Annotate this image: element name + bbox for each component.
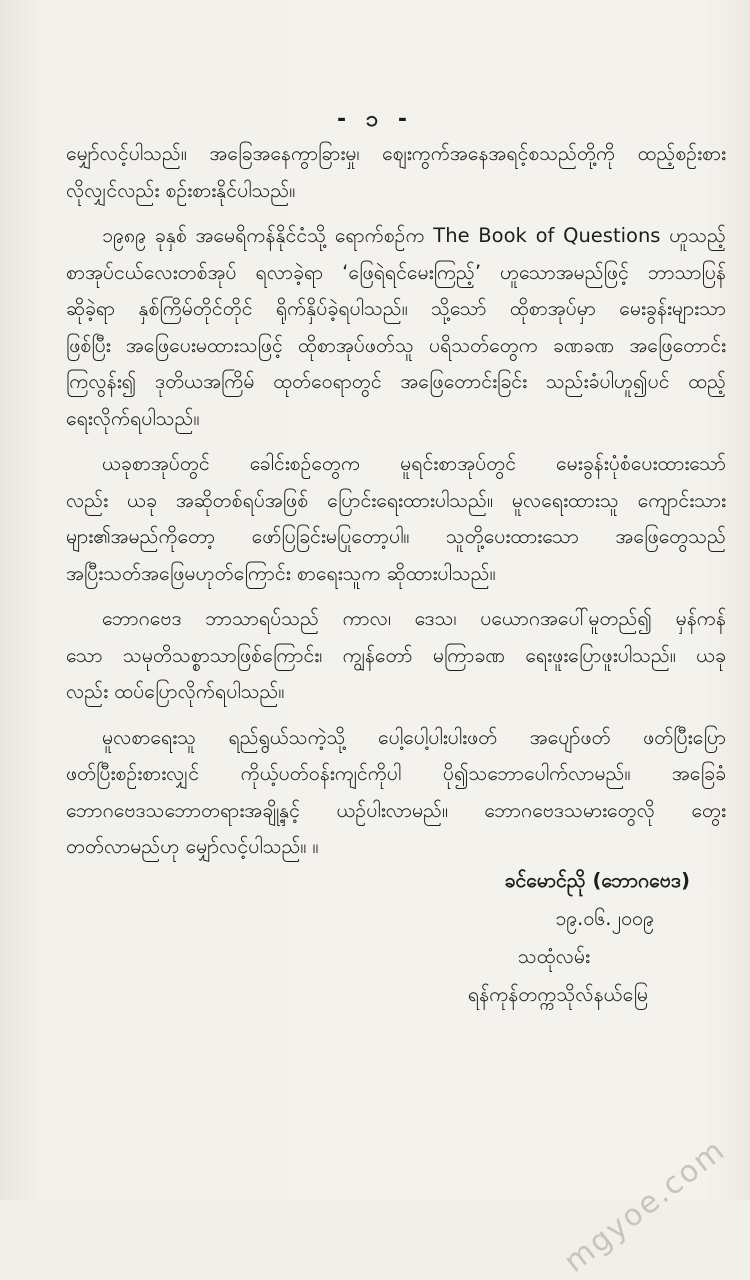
author-name: ခင်မောင်ညို (ဘောဂဗေဒ) — [504, 869, 690, 892]
paragraph — [66, 218, 726, 437]
text-line: ဖတ်ပြီးစဉ်းစားလျှင် ကိုယ့်ပတ်ဝန်းကျင်ကိုပါ ပို၍သဘောပေါက်လာမည်။ အခြေခံ — [66, 762, 726, 785]
text-line: ဘောဂဗေဒသဘောတရားအချို့နှင့် ယဉ်ပါးလာမည်။ ဘောဂဗေဒသမားတွေလို တွေး — [66, 798, 726, 822]
text-line: ၁၉၈၉ ခုနှစ် အမေရိကန်နိုင်ငံသို့ ရောက်စဉ်က The Book of Questions ဟူသည့် — [102, 224, 726, 247]
text-line: ဆိုခဲ့ရာ နှစ်ကြိမ်တိုင်တိုင် ရိုက်နှိပ်ခဲ့ရပါသည်။ သို့သော် ထိုစာအုပ်မှာ မေးခွန်းများသာ — [66, 297, 726, 320]
text-line: တတ်လာမည်ဟု မျှော်လင့်ပါသည်။ ။ — [66, 835, 319, 858]
text-line: စာအုပ်ငယ်လေးတစ်အုပ် ရလာခဲ့ရာ ‘ဖြေရဲရင်မေးကြည့်’ ဟူသောအမည်ဖြင့် ဘာသာပြန် — [66, 260, 726, 284]
text-line: လည်း ထပ်ပြောလိုက်ရပါသည်။ — [66, 680, 285, 703]
paragraph — [66, 446, 726, 592]
text-line: လိုလျှင်လည်း စဉ်းစားနိုင်ပါသည်။ — [66, 178, 296, 202]
page-number: - ၁ - — [337, 107, 413, 132]
text-line: မျှော်လင့်ပါသည်။ အခြေအနေကွာခြားမှု၊ စျေးကွက်အနေအရင့်စသည်တို့ကို ထည့်စဉ်းစား — [66, 142, 726, 165]
body-text — [66, 136, 726, 875]
signature-place-street: သထုံလမ်း — [517, 945, 590, 968]
watermark: mgyoe.com — [557, 1132, 732, 1280]
paragraph — [66, 136, 726, 209]
paragraph — [66, 720, 726, 866]
text-line: များ၏အမည်ကိုတော့ ဖော်ပြခြင်းမပြုတော့ပါ။ သူတို့ပေးထားသော အဖြေတွေသည် — [66, 525, 726, 548]
text-line: အပြီးသတ်အဖြေမဟုတ်ကြောင်း စာရေးသူက ဆိုထားပါသည်။ — [66, 561, 496, 585]
text-line: ဘောဂဗေဒ ဘာသာရပ်သည် ကာလ၊ ဒေသ၊ ပယောဂအပေါ်မူတည်၍ မှန်ကန် — [102, 607, 726, 630]
text-line: ယခုစာအုပ်တွင် ခေါင်းစဉ်တွေက မူရင်းစာအုပ်တွင် မေးခွန်းပုံစံပေးထားသော် — [102, 452, 726, 475]
text-line: ကြလွန်း၍ ဒုတိယအကြိမ် ထုတ်ဝေရာတွင် အဖြေတောင်းခြင်း သည်းခံပါဟူ၍ပင် ထည့် — [66, 370, 726, 393]
text-line: လည်း ယခု အဆိုတစ်ရပ်အဖြစ် ပြောင်းရေးထားပါသည်။ မူလရေးထားသူ ကျောင်းသား — [66, 488, 726, 512]
signature-place-area: ရန်ကုန်တက္ကသိုလ်နယ်မြေ — [467, 983, 648, 1006]
paragraph — [66, 601, 726, 711]
text-line: ရေးလိုက်ရပါသည်။ — [66, 406, 200, 430]
text-line: သော သမုတိသစ္စာသာဖြစ်ကြောင်း၊ ကျွန်တော် မကြာခဏ ရေးဖူးပြောဖူးပါသည်။ ယခု — [66, 643, 726, 667]
text-line: ဖြစ်ပြီး အဖြေပေးမထားသဖြင့် ထိုစာအုပ်ဖတ်သူ ပရိသတ်တွေက ခဏခဏ အဖြေတောင်း — [66, 333, 726, 357]
text-line: မူလစာရေးသူ ရည်ရွယ်သကဲ့သို့ ပေါ့ပေါ့ပါးပါးဖတ် အပျော်ဖတ် ဖတ်ပြီးပြော — [102, 725, 726, 749]
signature-date: ၁၉.၀၆.၂၀၀၉ — [555, 907, 654, 930]
